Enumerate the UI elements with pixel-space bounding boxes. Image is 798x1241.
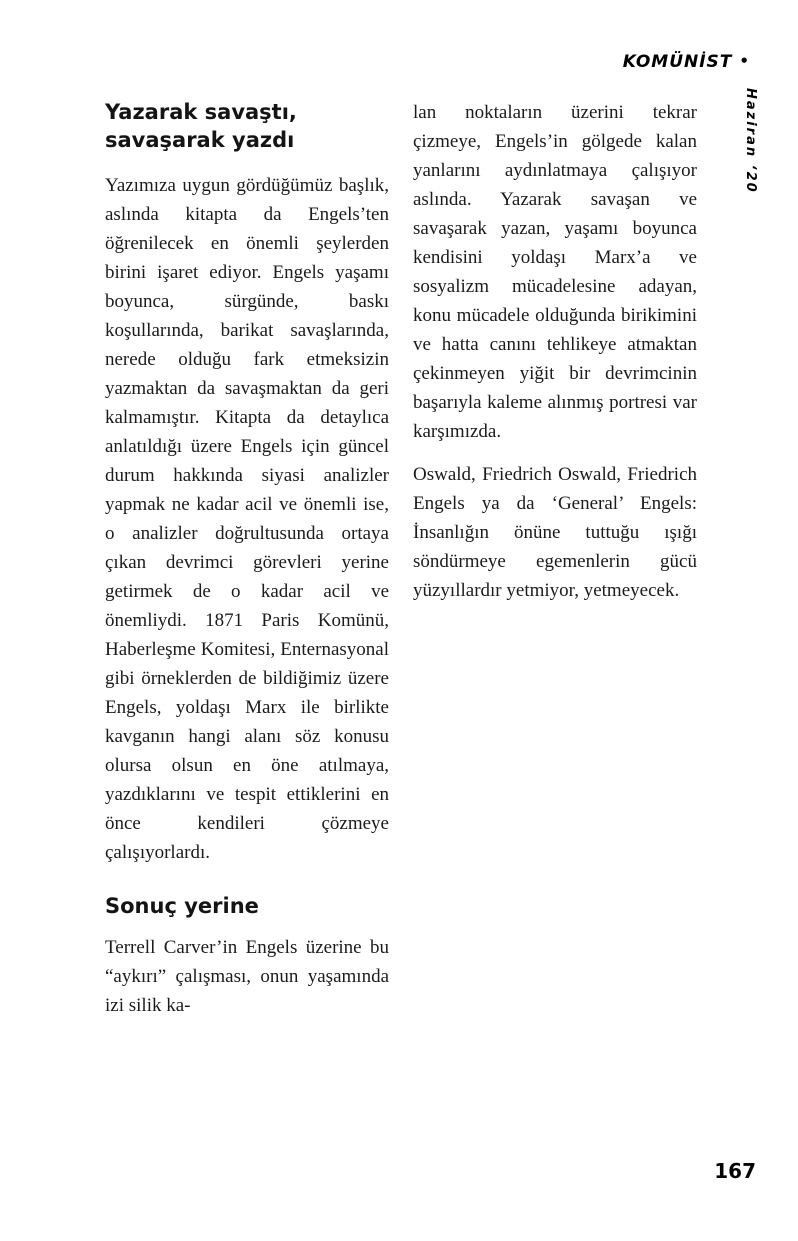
magazine-header bbox=[623, 52, 750, 72]
article-heading-line1: Yazarak savaştı, bbox=[105, 100, 297, 124]
article-heading-line2: savaşarak yazdı bbox=[105, 128, 295, 153]
article-paragraph: Yazımıza uygun gördüğümüz başlık, aslında kitapta da Engels’ten öğrenilecek en önemli şeylerden birini işaret ediyor. Engels yaşamı boyunca, sürgünde, baskı koşullarında, barikat savaşlarında, nerede olduğu fark etmeksizin yazmaktan da savaşmaktan da geri kalmamıştır. Kitapta da detaylıca anlatıldığı üzere Engels için güncel durum hakkında siyasi analizler yapmak ne kadar acil ve önemli ise, o analizler doğrultusunda ortaya çıkan devrimci görevleri yerine getirmek de o kadar acil ve önemliydi. 1871 Paris Komünü, Haberleşme Komitesi, Enternasyonal gibi örneklerden de bildiğimiz üzere Engels, yoldaşı Marx ile birlikte kavganın hangi alanı söz konusu olursa olsun en öne atılmaya, yazdıklarını ve tespit ettiklerini en önce kendileri çözmeye çalışıyorlardı. bbox=[105, 174, 389, 863]
article-paragraph: lan noktaların üzerini tekrar çizmeye, Engels’in gölgede kalan yanlarını aydınlatmaya çalışıyor aslında. Yazarak savaşan ve savaşarak yazan, yaşamı boyunca kendisini yoldaşı Marx’a ve sosyalizm mücadelesine adayan, konu mücadele olduğunda birikimini ve hatta canını tehlikeye atmaktan çekinmeyen yiğit bir devrimcinin başarıyla kaleme alınmış portresi var karşımızda. bbox=[413, 102, 697, 442]
article-paragraph: Oswald, Friedrich Oswald, Friedrich Engels ya da ‘General’ Engels: İnsanlığın önüne tuttuğu ışığı söndürmeye egemenlerin gücü yüzyıllardır yetmiyor, yetmeyecek. bbox=[413, 464, 697, 601]
left-column bbox=[105, 98, 389, 1020]
article-body bbox=[105, 98, 697, 1020]
section-heading: Sonuç yerine bbox=[105, 893, 259, 918]
header-bullet-icon: • bbox=[739, 52, 750, 70]
issue-date: Haziran ‘20 bbox=[743, 88, 758, 194]
right-column bbox=[413, 98, 697, 1020]
magazine-title: KOMÜNİST bbox=[622, 52, 733, 72]
page-number: 167 bbox=[714, 1159, 756, 1183]
article-heading bbox=[105, 98, 389, 155]
article-paragraph: Terrell Carver’in Engels üzerine bu “aykırı” çalışması, onun yaşamında izi silik ka- bbox=[105, 936, 389, 1016]
